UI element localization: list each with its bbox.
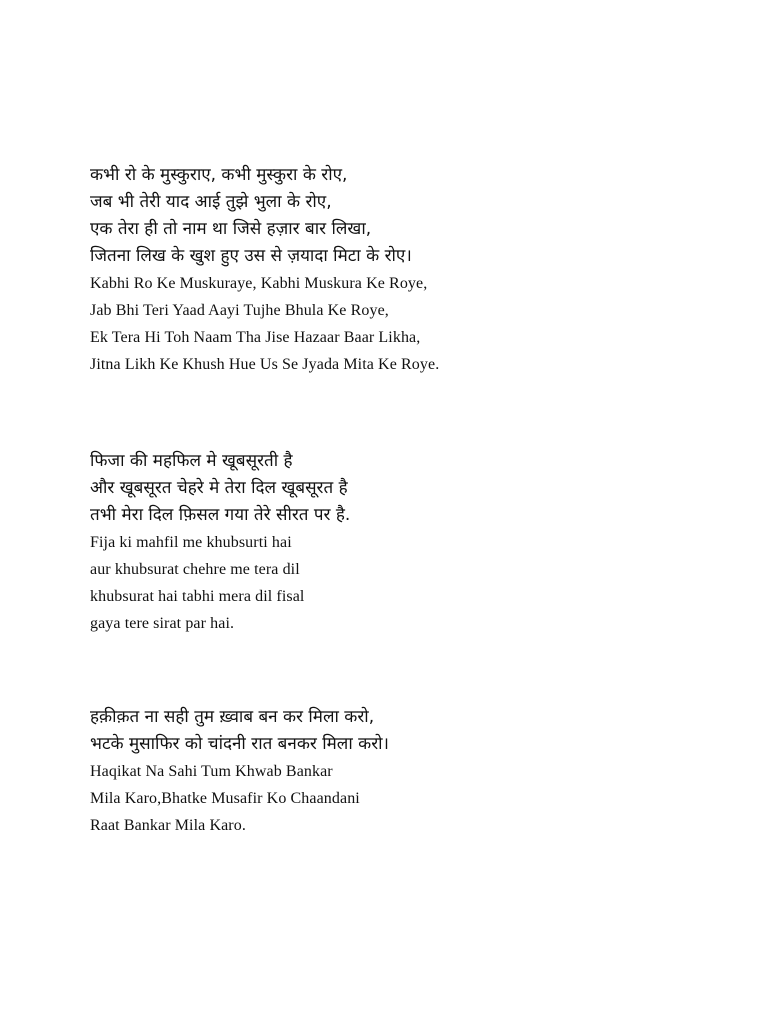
- roman-line: gaya tere sirat par hai.: [90, 615, 235, 632]
- roman-line: Raat Bankar Mila Karo.: [90, 817, 246, 834]
- roman-line: Jab Bhi Teri Yaad Aayi Tujhe Bhula Ke Roye,: [90, 302, 389, 319]
- roman-line: Jitna Likh Ke Khush Hue Us Se Jyada Mita Ke Roye.: [90, 356, 440, 373]
- poem-1: [90, 162, 730, 378]
- poem-2: [90, 448, 730, 637]
- roman-line: Mila Karo,Bhatke Musafir Ko Chaandani: [90, 790, 360, 807]
- hindi-line: और खूबसूरत चेहरे मे तेरा दिल खूबसूरत है: [90, 478, 348, 498]
- roman-line: khubsurat hai tabhi mera dil fisal: [90, 588, 305, 605]
- roman-line: Ek Tera Hi Toh Naam Tha Jise Hazaar Baar Likha,: [90, 329, 421, 346]
- roman-line: aur khubsurat chehre me tera dil: [90, 561, 300, 578]
- roman-line: Haqikat Na Sahi Tum Khwab Bankar: [90, 763, 333, 780]
- hindi-line: भटके मुसाफिर को चांदनी रात बनकर मिला करो।: [90, 734, 389, 754]
- hindi-line: जितना लिख के खुश हुए उस से ज़यादा मिटा के रोए।: [90, 246, 412, 266]
- hindi-line: फिजा की महफिल मे खूबसूरती है: [90, 451, 293, 471]
- hindi-line: जब भी तेरी याद आई तुझे भुला के रोए,: [90, 192, 332, 212]
- roman-line: Fija ki mahfil me khubsurti hai: [90, 534, 292, 551]
- document-page: [90, 0, 730, 1024]
- poem-3: [90, 704, 730, 839]
- hindi-line: कभी रो के मुस्कुराए, कभी मुस्कुरा के रोए,: [90, 165, 348, 185]
- hindi-line: तभी मेरा दिल फ़िसल गया तेरे सीरत पर है.: [90, 505, 351, 525]
- hindi-line: हक़ीक़त ना सही तुम ख़्वाब बन कर मिला करो,: [90, 707, 375, 727]
- hindi-line: एक तेरा ही तो नाम था जिसे हज़ार बार लिखा,: [90, 219, 372, 239]
- roman-line: Kabhi Ro Ke Muskuraye, Kabhi Muskura Ke Roye,: [90, 275, 428, 292]
